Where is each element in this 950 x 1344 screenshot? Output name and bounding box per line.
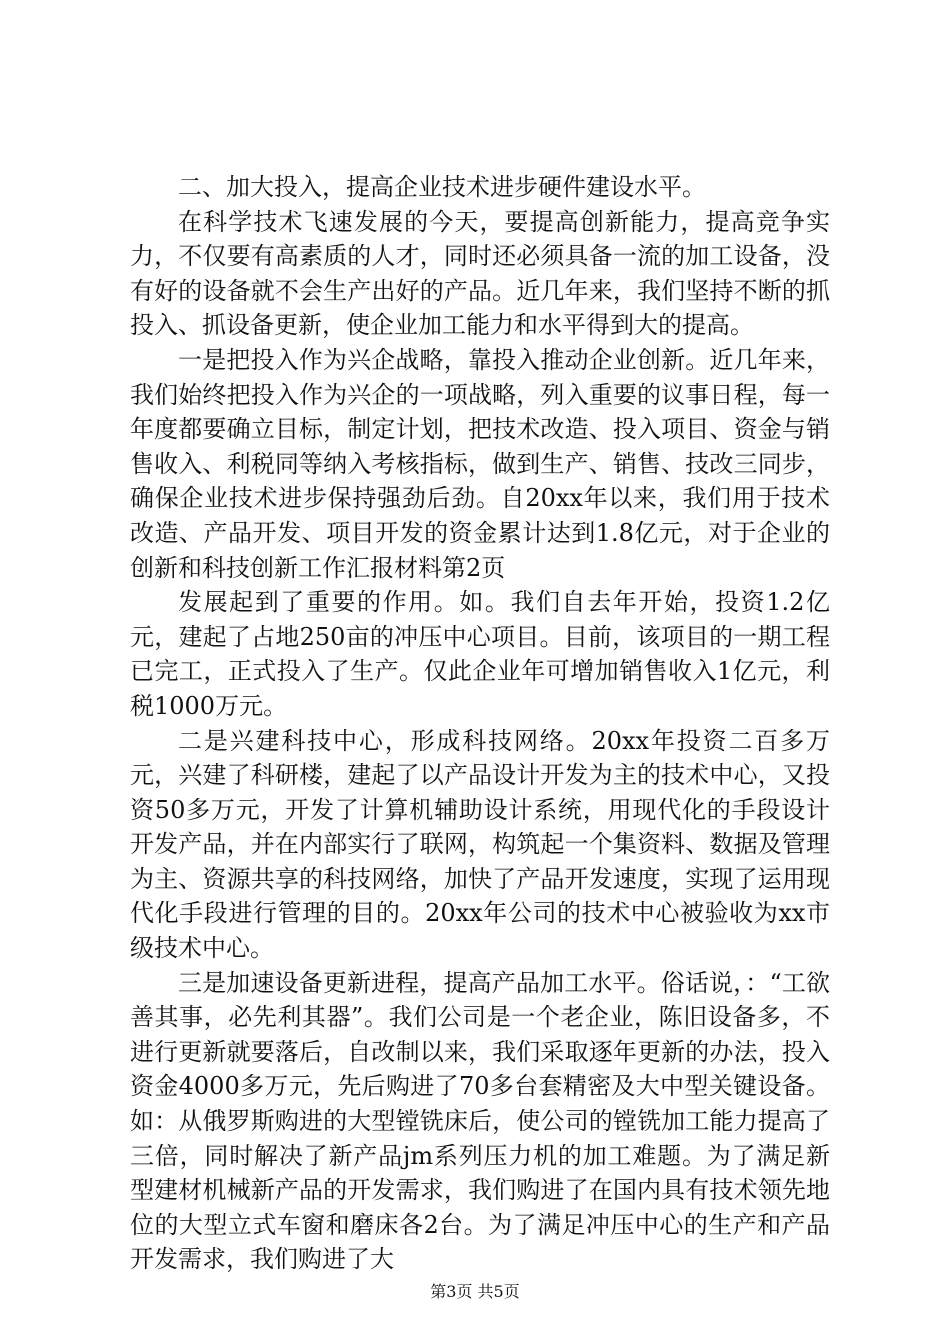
body-paragraph: 二是兴建科技中心，形成科技网络。20xx年投资二百多万元，兴建了科研楼，建起了以产品设计开发为主的技术中心，又投资50多万元，开发了计算机辅助设计系统，用现代化的手段设计开发产品，并在内部实行了联网，构筑起一个集资料、数据及管理为主、资源共享的科技网络，加快了产品开发速度，实现了运用现代化手段进行管理的目的。20xx年公司的技术中心被验收为xx市级技术中心。 <box>130 726 830 963</box>
body-paragraph: 在科学技术飞速发展的今天，要提高创新能力，提高竞争实力，不仅要有高素质的人才，同时还必须具备一流的加工设备，没有好的设备就不会生产出好的产品。近几年来，我们坚持不断的抓投入、抓设备更新，使企业加工能力和水平得到大的提高。 <box>130 207 830 340</box>
body-paragraph: 三是加速设备更新进程，提高产品加工水平。俗话说，：“工欲善其事，必先利其器”。我们公司是一个老企业，陈旧设备多，不进行更新就要落后，自改制以来，我们采取逐年更新的办法，投入资金4000多万元，先后购进了70多台套精密及大中型关键设备。如：从俄罗斯购进的大型镗铣床后，使公司的镗铣加工能力提高了三倍，同时解决了新产品jm系列压力机的加工难题。为了满足新型建材机械新产品的开发需求，我们购进了在国内具有技术领先地位的大型立式车窗和磨床各2台。为了满足冲压中心的生产和产品开发需求，我们购进了大 <box>130 968 830 1274</box>
document-body <box>130 170 830 1277</box>
body-paragraph: 一是把投入作为兴企战略，靠投入推动企业创新。近几年来，我们始终把投入作为兴企的一项战略，列入重要的议事日程，每一年度都要确立目标，制定计划，把技术改造、投入项目、资金与销售收入、利税同等纳入考核指标，做到生产、销售、技改三同步，确保企业技术进步保持强劲后劲。自20xx年以来，我们用于技术改造、产品开发、项目开发的资金累计达到1.8亿元，对于企业的创新和科技创新工作汇报材料第2页 <box>130 345 830 582</box>
body-paragraph: 发展起到了重要的作用。如。我们自去年开始，投资1.2亿元，建起了占地250亩的冲压中心项目。目前，该项目的一期工程已完工，正式投入了生产。仅此企业年可增加销售收入1亿元，利税1000万元。 <box>130 588 830 720</box>
page-number-footer: 第3页 共5页 <box>430 1282 520 1301</box>
section-heading: 二、加大投入，提高企业技术进步硬件建设水平。 <box>178 173 706 201</box>
